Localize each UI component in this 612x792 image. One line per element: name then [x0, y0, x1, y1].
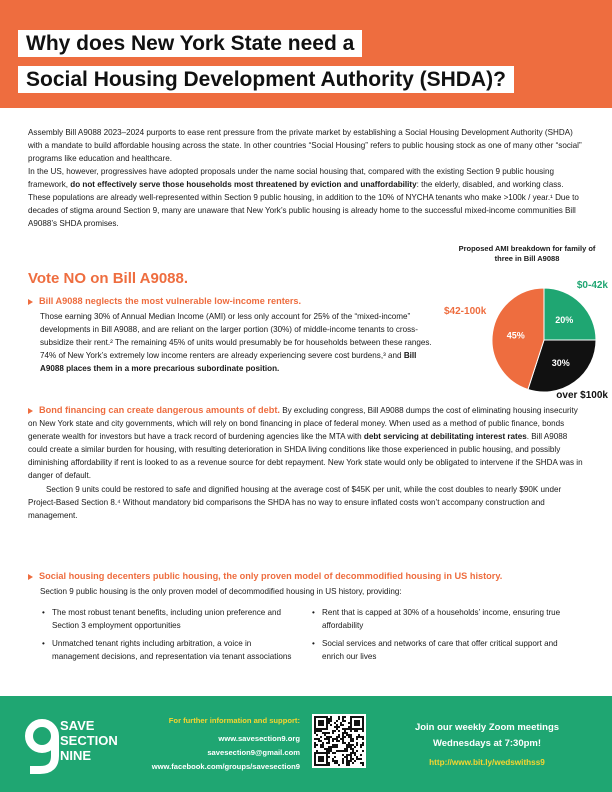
bullet-item: • Social services and networks of care that offer critical support and enrich our lives [312, 637, 580, 663]
qr-module [328, 750, 330, 752]
qr-module [340, 738, 342, 740]
qr-module [332, 746, 334, 748]
logo-line: SECTION [60, 733, 118, 748]
qr-module [344, 742, 346, 744]
qr-module [346, 728, 348, 730]
qr-module [346, 760, 348, 762]
qr-module [332, 740, 334, 742]
qr-module [344, 736, 346, 738]
qr-module [346, 756, 348, 758]
qr-module [342, 720, 344, 722]
qr-module [352, 740, 354, 742]
qr-module [352, 762, 354, 764]
qr-module [324, 732, 326, 734]
bullets-left [42, 606, 300, 668]
qr-module [356, 742, 358, 744]
qr-module [344, 732, 346, 734]
qr-module [348, 734, 350, 736]
section2-text-c: . Bill A9088 could create a similar burden for housing, with resulting deterioration in SHDA living conditions like those experienced in public housing, and possibly diminishing affordability if rent is looked to as a revenue source for debt repayment. New York state would only be obligated to intervene if the SHDA was in danger of default. [28, 432, 583, 481]
qr-module [314, 738, 316, 740]
qr-module [350, 730, 352, 732]
pie-category-label: over $100k [556, 390, 608, 401]
qr-module [328, 756, 330, 758]
qr-module [338, 736, 340, 738]
section3-heading-text: Social housing decenters public housing, the only proven model of decommodified housing in US history. [39, 571, 503, 581]
qr-finder [318, 756, 324, 762]
qr-module [344, 728, 346, 730]
qr-module [320, 746, 322, 748]
qr-module [362, 744, 364, 746]
bullet-item: • Rent that is capped at 30% of a households’ income, ensuring true affordability [312, 606, 580, 632]
qr-module [340, 724, 342, 726]
intro-paragraph-1 [28, 126, 586, 165]
qr-module [350, 752, 352, 754]
email-link[interactable]: savesection9@gmail.com [207, 748, 300, 757]
qr-module [332, 760, 334, 762]
intro-text-1: Assembly Bill A9088 2023–2024 purports to ease rent pressure from the private market by establishing a Social Housing Development Authority (SHDA) with a mandate to build affordable housing across the state. In other countries “Social Housing” refers to public housing stock as one of many other “social” programs like education and healthcare. [28, 128, 582, 163]
qr-module [362, 750, 364, 752]
qr-module [334, 752, 336, 754]
qr-module [346, 732, 348, 734]
qr-module [342, 758, 344, 760]
qr-module [330, 720, 332, 722]
chart-title: Proposed AMI breakdown for family of three in Bill A9088 [458, 244, 596, 263]
intro-text-2a: In the US, however, progressives have adopted proposals under the name social housing that, compared with the existing Section 9 public housing framework, [28, 167, 554, 189]
logo-text [60, 718, 118, 763]
qr-module [350, 760, 352, 762]
qr-module [336, 750, 338, 752]
qr-module [334, 722, 336, 724]
qr-module [334, 738, 336, 740]
qr-module [350, 740, 352, 742]
qr-module [348, 764, 350, 766]
qr-module [334, 762, 336, 764]
logo-line: SAVE [60, 718, 95, 733]
qr-module [344, 748, 346, 750]
qr-module [328, 732, 330, 734]
qr-module [342, 724, 344, 726]
qr-module [360, 736, 362, 738]
qr-module [332, 738, 334, 740]
qr-module [344, 720, 346, 722]
qr-module [338, 730, 340, 732]
title-line-2: Social Housing Development Authority (SHDA)? [18, 66, 514, 93]
qr-module [346, 734, 348, 736]
qr-module [342, 742, 344, 744]
qr-module [314, 746, 316, 748]
qr-module [338, 718, 340, 720]
contact-heading: For further information and support: [168, 716, 300, 725]
qr-module [328, 752, 330, 754]
qr-module [356, 736, 358, 738]
intro-text-2c: : the elderly, disabled, and working class. These populations are already well-represented within Section 9 public housing, in addition to the 10% of NYCHA tenants who make >100k / year.¹ Due to decades of stigma around Section 9, many are unaware that New York’s public housing is already home to the successful mixed-income communities Bill A9088’s SHDA promises. [28, 180, 579, 228]
qr-module [336, 736, 338, 738]
qr-module [342, 718, 344, 720]
arrow-icon [28, 574, 33, 580]
zoom-link[interactable]: http://www.bit.ly/wedswithss9 [429, 758, 545, 767]
qr-module [324, 738, 326, 740]
section1-heading-text: Bill A9088 neglects the most vulnerable low-income renters. [39, 296, 302, 306]
qr-module [354, 730, 356, 732]
qr-module [314, 730, 316, 732]
qr-module [342, 740, 344, 742]
qr-module [348, 762, 350, 764]
qr-module [362, 742, 364, 744]
qr-module [356, 730, 358, 732]
qr-module [338, 716, 340, 718]
qr-module [338, 726, 340, 728]
qr-module [336, 724, 338, 726]
qr-module [350, 734, 352, 736]
section2-block [28, 404, 584, 522]
qr-module [352, 758, 354, 760]
qr-module [360, 746, 362, 748]
qr-module [332, 758, 334, 760]
qr-module [328, 746, 330, 748]
intro-paragraph-2 [28, 165, 579, 230]
qr-module [362, 738, 364, 740]
qr-module [348, 744, 350, 746]
qr-module [362, 764, 364, 766]
qr-module [342, 760, 344, 762]
qr-finder [354, 720, 360, 726]
qr-module [348, 760, 350, 762]
qr-module [336, 740, 338, 742]
qr-module [348, 728, 350, 730]
qr-module [318, 738, 320, 740]
qr-module [338, 764, 340, 766]
qr-module [336, 746, 338, 748]
qr-module [320, 730, 322, 732]
qr-module [346, 764, 348, 766]
qr-module [330, 736, 332, 738]
qr-module [348, 722, 350, 724]
section3-heading [28, 571, 502, 581]
qr-module [332, 732, 334, 734]
qr-module [336, 744, 338, 746]
qr-module [328, 720, 330, 722]
qr-module [358, 736, 360, 738]
qr-module [338, 740, 340, 742]
qr-module [356, 756, 358, 758]
qr-module [336, 728, 338, 730]
qr-module [350, 754, 352, 756]
qr-module [326, 736, 328, 738]
qr-module [326, 742, 328, 744]
qr-module [350, 758, 352, 760]
qr-module [314, 742, 316, 744]
qr-module [342, 736, 344, 738]
qr-module [350, 744, 352, 746]
qr-module [332, 730, 334, 732]
qr-module [346, 748, 348, 750]
qr-module [330, 746, 332, 748]
section1-text [40, 310, 440, 375]
qr-module [344, 750, 346, 752]
bullet-item: • The most robust tenant benefits, including union preference and Section 3 employment opportunities [42, 606, 300, 632]
qr-module [354, 760, 356, 762]
pie-value-label: 45% [506, 330, 525, 341]
qr-module [316, 750, 318, 752]
zoom-line-2: Wednesdays at 7:30pm! [432, 738, 542, 749]
qr-module [340, 750, 342, 752]
qr-module [352, 748, 354, 750]
qr-module [334, 744, 336, 746]
qr-module [322, 746, 324, 748]
qr-module [348, 736, 350, 738]
qr-module [360, 762, 362, 764]
qr-module [324, 734, 326, 736]
qr-module [328, 740, 330, 742]
arrow-icon [28, 299, 33, 305]
qr-module [328, 736, 330, 738]
qr-module [336, 760, 338, 762]
qr-module [328, 718, 330, 720]
qr-module [360, 744, 362, 746]
qr-module [346, 762, 348, 764]
qr-module [348, 742, 350, 744]
qr-module [316, 734, 318, 736]
section2-text-d: Section 9 units could be restored to safe and dignified housing at the average cost of $45K per unit, while the cost doubles to nearly $90K under Project-Based Section 8.⁴ Without mandatory bid comparisons the SHDA has no way to ensure inflated costs won’t accompany construction and management. [28, 484, 562, 520]
zoom-line-1: Join our weekly Zoom meetings [414, 722, 560, 733]
qr-module [318, 730, 320, 732]
qr-module [334, 760, 336, 762]
title-line-1: Why does New York State need a [18, 30, 362, 57]
facebook-link[interactable]: www.facebook.com/groups/savesection9 [151, 762, 300, 771]
qr-module [338, 734, 340, 736]
qr-module [322, 744, 324, 746]
qr-module [326, 748, 328, 750]
pie-category-label: $0-42k [576, 280, 608, 291]
pie-value-label: 20% [555, 314, 574, 325]
qr-module [346, 754, 348, 756]
qr-module [316, 744, 318, 746]
qr-module [354, 746, 356, 748]
qr-module [356, 738, 358, 740]
qr-module [352, 752, 354, 754]
qr-module [326, 732, 328, 734]
qr-module [356, 758, 358, 760]
qr-module [358, 758, 360, 760]
qr-module [334, 756, 336, 758]
qr-module [336, 738, 338, 740]
qr-module [316, 738, 318, 740]
section2-heading: Bond financing can create dangerous amounts of debt. [39, 405, 280, 415]
section2-text-a: By excluding congress, Bill A9088 dumps the cost of eliminating housing insecurity on New York state and city governments, which will rely on bond financing in place of federal money. When used as a method of public finance, bonds generate wealth for investors but have a track record of burdening agencies like the MTA with [28, 406, 578, 442]
qr-module [342, 716, 344, 718]
qr-module [328, 722, 330, 724]
qr-module [322, 732, 324, 734]
qr-module [330, 716, 332, 718]
qr-module [342, 738, 344, 740]
qr-module [344, 716, 346, 718]
qr-module [352, 738, 354, 740]
qr-module [320, 744, 322, 746]
vote-heading: Vote NO on Bill A9088. [28, 270, 189, 287]
qr-module [320, 740, 322, 742]
arrow-icon [28, 408, 33, 414]
qr-module [344, 756, 346, 758]
qr-module [350, 738, 352, 740]
qr-module [362, 762, 364, 764]
qr-module [348, 746, 350, 748]
qr-module [336, 726, 338, 728]
qr-module [328, 738, 330, 740]
qr-module [338, 750, 340, 752]
qr-module [348, 726, 350, 728]
qr-finder [318, 720, 324, 726]
qr-module [362, 730, 364, 732]
qr-module [356, 750, 358, 752]
qr-code-icon[interactable] [312, 714, 366, 768]
qr-module [334, 726, 336, 728]
qr-module [342, 754, 344, 756]
qr-module [328, 762, 330, 764]
qr-module [360, 754, 362, 756]
qr-module [324, 748, 326, 750]
section1-text-a: Those earning 30% of Annual Median Income (AMI) or less only account for 25% of the “mixed-income” developments in Bill A9088, and are reliant on the larger portion (30%) of middle-income tenants to cross-subsidize their rent.² The remaining 45% of units would presumably be for households between these ranges. 74% of New York’s extremely low income renters are already experiencing severe cost burdens,³ and [40, 312, 432, 361]
qr-module [358, 734, 360, 736]
qr-module [342, 762, 344, 764]
qr-module [326, 750, 328, 752]
logo-line: NINE [60, 748, 92, 763]
qr-module [360, 758, 362, 760]
section2-text-b: debt servicing at debilitating interest rates [363, 432, 527, 442]
bullet-item: • Unmatched tenant rights including arbitration, a voice in management decisions, and representation via tenant associations [42, 637, 300, 663]
footer-banner [0, 696, 612, 792]
qr-module [342, 750, 344, 752]
qr-module [328, 748, 330, 750]
bullets-right [312, 606, 580, 668]
qr-module [330, 750, 332, 752]
qr-module [334, 746, 336, 748]
qr-module [346, 758, 348, 760]
qr-module [322, 742, 324, 744]
website-link[interactable]: www.savesection9.org [218, 734, 300, 743]
qr-module [350, 756, 352, 758]
qr-module [316, 730, 318, 732]
qr-module [332, 744, 334, 746]
ami-pie-chart [440, 270, 612, 404]
pie-category-label: $42-100k [444, 306, 487, 317]
qr-module [344, 730, 346, 732]
qr-module [350, 748, 352, 750]
qr-module [326, 738, 328, 740]
qr-module [350, 736, 352, 738]
qr-module [352, 750, 354, 752]
qr-module [318, 740, 320, 742]
header-banner [0, 0, 612, 108]
qr-module [314, 732, 316, 734]
qr-module [352, 744, 354, 746]
section1-text-b: Bill A9088 places them in a more precarious subordinate position. [40, 351, 417, 374]
qr-module [334, 730, 336, 732]
qr-module [336, 720, 338, 722]
qr-module [354, 754, 356, 756]
qr-module [320, 736, 322, 738]
qr-module [346, 744, 348, 746]
pie-value-label: 30% [551, 358, 570, 369]
qr-module [336, 762, 338, 764]
qr-module [330, 724, 332, 726]
qr-module [342, 728, 344, 730]
section3-text: Section 9 public housing is the only proven model of decommodified housing in US history, providing: [40, 587, 402, 596]
intro-text-2b: do not effectively serve those households most threatened by eviction and unaffordability [70, 180, 417, 189]
qr-module [330, 718, 332, 720]
intro-text-2 [28, 165, 588, 230]
qr-module [328, 742, 330, 744]
qr-module [332, 752, 334, 754]
qr-module [346, 750, 348, 752]
qr-module [354, 752, 356, 754]
qr-module [328, 764, 330, 766]
qr-module [330, 748, 332, 750]
qr-module [348, 754, 350, 756]
qr-module [342, 732, 344, 734]
qr-module [350, 746, 352, 748]
qr-module [346, 746, 348, 748]
qr-module [342, 734, 344, 736]
qr-module [356, 744, 358, 746]
section1-heading [28, 296, 301, 306]
qr-module [340, 722, 342, 724]
qr-module [362, 736, 364, 738]
qr-module [314, 744, 316, 746]
